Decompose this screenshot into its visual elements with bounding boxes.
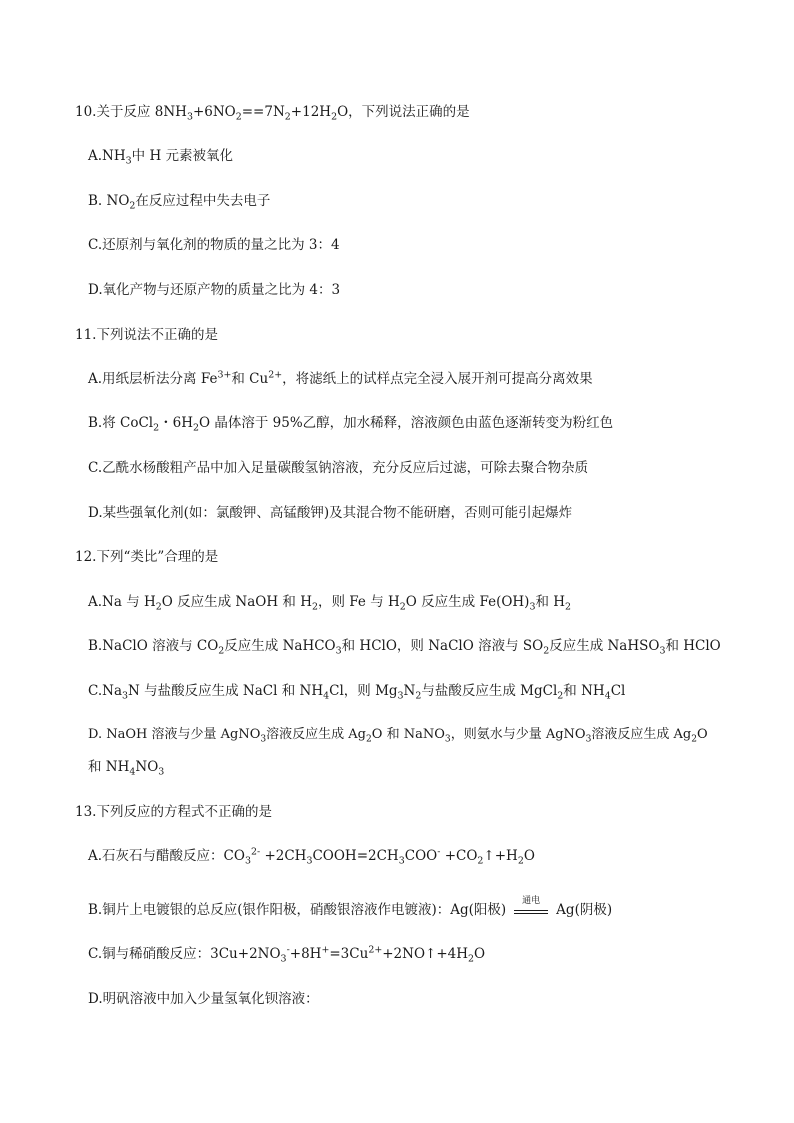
question-10-stem: 10.关于反应 $8NH_3+6NO_2==7N_2+12H_2O$，下列说法正确的是	[75, 104, 470, 123]
question-12-option-c[interactable]: $C.Na_3N$ 与盐酸反应生成 NaCl 和 $NH_4Cl$，则 $Mg_3N_2$与盐酸反应生成 MgCl$_2$和 $NH_4Cl$	[88, 683, 626, 702]
reaction-condition-label: 通电	[522, 895, 541, 906]
question-10-option-d[interactable]: D.氧化产物与还原产物的质量之比为 4：3	[88, 282, 341, 298]
question-12-option-d-continued: 和 $NH_4NO_3$	[88, 759, 165, 778]
question-13-option-d[interactable]: D.明矾溶液中加入少量氢氧化钡溶液：	[88, 991, 319, 1007]
question-10-option-a[interactable]: $A.NH_3$中 H 元素被氧化	[88, 148, 234, 167]
question-11-option-c[interactable]: C.乙酰水杨酸粗产品中加入足量碳酸氢钠溶液，充分反应后过滤，可除去聚合物杂质	[88, 460, 589, 476]
question-11-option-a[interactable]: A.用纸层析法分离 $Fe^{3+}$和 $Cu^{2+}$，将滤纸上的试样点完全浸入展开剂可提高分离效果	[88, 369, 593, 387]
question-12-option-d[interactable]: D. NaOH 溶液与少量 AgNO$_3$溶液反应生成 $Ag_2O$ 和 NaNO$_3$，则氨水与少量 AgNO$_3$溶液反应生成 $Ag_2O$	[88, 727, 708, 745]
question-11-stem: 11.下列说法不正确的是	[75, 327, 218, 343]
question-13-option-b[interactable]: B.铜片上电镀银的总反应(银作阳极，硝酸银溶液作电镀液)：Ag(阳极) 通电 Ag(阴极)	[88, 901, 612, 920]
reaction-condition-arrow	[514, 895, 548, 920]
question-12-stem: 12.下列“类比”合理的是	[75, 549, 219, 565]
question-10-option-c[interactable]: C.还原剂与氧化剂的物质的量之比为 3：4	[88, 237, 340, 253]
question-10-option-b[interactable]: B. $NO_2$在反应过程中失去电子	[88, 193, 271, 212]
question-13-option-c[interactable]: C.铜与稀硝酸反应：$3Cu+2NO_3^-+8H^+=3Cu^{2+}+2NO↑+4H_2O$	[88, 944, 486, 965]
question-13-stem: 13.下列反应的方程式不正确的是	[75, 804, 272, 820]
question-13-option-a[interactable]: A.石灰石与醋酸反应：$CO_3^{2-}$ $+2CH_3COOH=2CH_3COO^-$ $+CO_2↑+H_2O$	[88, 846, 535, 867]
question-12-option-b[interactable]: B.NaClO 溶液与 $CO_2$反应生成 NaHCO$_3$和 HClO，则 NaClO 溶液与 $SO_2$反应生成 NaHSO$_3$和 HClO	[88, 638, 721, 657]
question-12-option-a[interactable]: A.Na 与 $H_2O$ 反应生成 NaOH 和 $H_2$，则 Fe 与 $H_2O$ 反应生成 $Fe(OH)_3$和 $H_2$	[88, 594, 572, 613]
question-11-option-b[interactable]: B.将 CoCl$_2$・$6H_2O$ 晶体溶于 95%乙醇，加水稀释，溶液颜色由蓝色逐渐转变为粉红色	[88, 415, 614, 434]
question-11-option-d[interactable]: D.某些强氧化剂(如：氯酸钾、高锰酸钾)及其混合物不能研磨，否则可能引起爆炸	[88, 505, 573, 521]
